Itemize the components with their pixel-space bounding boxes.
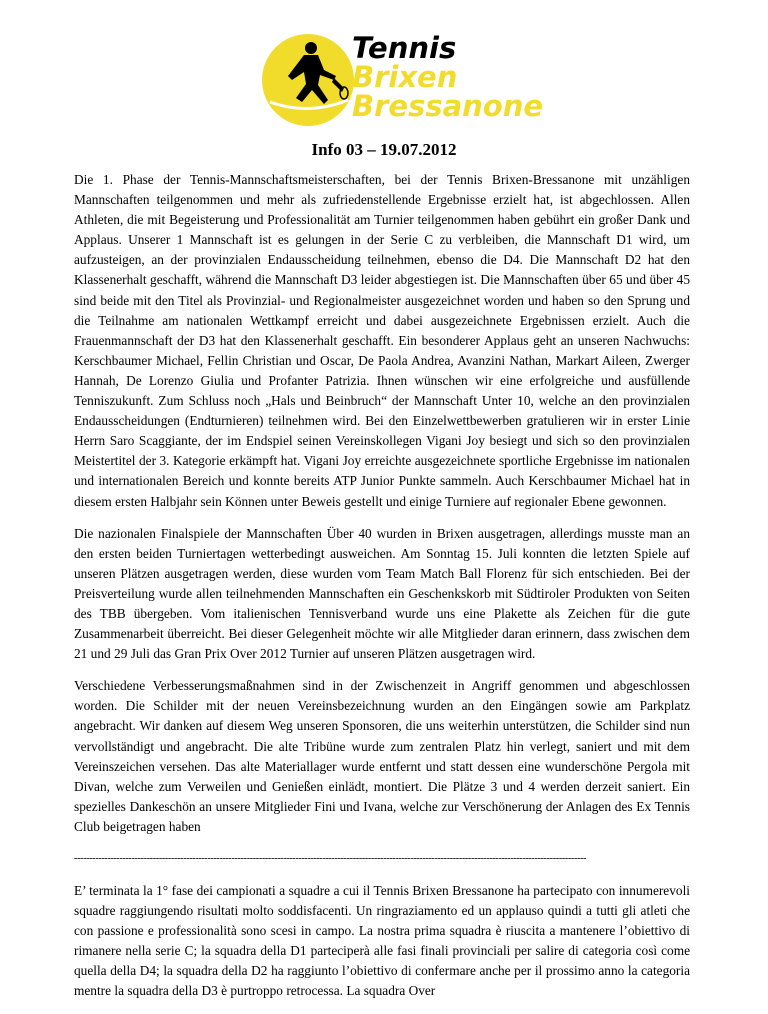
section-separator: -------------------------------------------------------------------------------------------------------------------------------------------------------------------------: [74, 853, 587, 864]
paragraph-3: Verschiedene Verbesserungsmaßnahmen sind in der Zwischenzeit in Angriff genommen und abgeschlossen worden. Die Schilder mit der neuen Vereinsbezeichnung wurden an den Eingängen sowie am Parkplatz angebracht. Wir danken auf diesem Weg unseren Sponsoren, die uns weiterhin unterstützen, die Schilder sind nun vervollständigt und angebracht. Die alte Tribüne wurde zum zentralen Platz hin verlegt, saniert und mit dem Vereinszeichen versehen. Das alte Materiallager wurde entfernt und statt dessen eine wunderschöne Pergola mit Divan, welche zum Verweilen und Genießen einlädt, montiert. Die Plätze 3 und 4 werden derzeit saniert. Ein spezielles Dankeschön an unsere Mitglieder Fini und Ivana, welche zur Verschönerung der Anlagen des Ex Tennis Club beigetragen haben: [74, 678, 690, 834]
logo-line-2: Brixen: [352, 60, 458, 94]
paragraph-2: Die nazionalen Finalspiele der Mannschaften Über 40 wurden in Brixen ausgetragen, allerdings musste man an den ersten beiden Turniertagen wetterbedingt ausweichen. Am Sonntag 15. Juli konnten die letzten Spiele auf unseren Plätzen ausgetragen werden, diese wurden vom Team Match Ball Florenz für sich entschieden. Bei der Preisverteilung wurde allen teilnehmenden Mannschaften ein Geschenkskorb mit Südtiroler Produkten von Seiten des TBB übergeben. Vom italienischen Tennisverband wurde uns eine Plakette als Zeichen für die gute Zusammenarbeit überreicht. Bei dieser Gelegenheit möchte wir alle Mitglieder daran erinnern, dass zwischen dem 21 und 29 Juli das Gran Prix Over 2012 Turnier auf unseren Plätzen ausgetragen wird.: [74, 525, 690, 662]
logo-line-3: Bressanone: [352, 89, 544, 123]
document-body: [74, 170, 690, 1014]
italian-paragraph: E’ terminata la 1° fase dei campionati a squadre a cui il Tennis Brixen Bressanone ha partecipato con innumerevoli squadre raggiungendo risultati molto soddisfacenti. Un ringraziamento ed un applauso quindi a tutti gli atleti che con passione e professionalità sono scesi in campo. La nostra prima squadra è riuscita a mantenere l’obiettivo di rimanere nella serie C; la squadra della D1 parteciperà alle fasi finali provinciali per salire di categoria così come quella della D4; la squadra della D2 ha raggiunto l’obiettivo di confermare anche per il prossimo anno la categoria mentre la squadra della D3 è purtroppo retrocessa. La squadra Over: [74, 883, 690, 999]
paragraph-1: Die 1. Phase der Tennis-Mannschaftsmeisterschaften, bei der Tennis Brixen-Bressanone mit unzähligen Mannschaften teilgenommen und mehr als zufriedenstellende Ergebnisse erzielt hat, ist abgechlossen. Allen Athleten, die mit Begeisterung und Professionalität am Turnier teilgenommen haben gebührt ein großer Dank und Applaus. Unserer 1 Mannschaft ist es gelungen in der Serie C zu verbleiben, die Mannschaft D1 wird, um aufzusteigen, an der provinzialen Endausscheidung teilnehmen, ebenso die D4. Die Mannschaft D2 hat den Klassenerhalt geschafft, während die Mannschaft D3 leider abgestiegen ist. Die Mannschaften über 65 und über 45 sind beide mit den Titel als Provinzial- und Regionalmeister ausgezeichnet worden und haben so den Sprung und die Teilnahme am nationalen Wettkampf erreicht und dabei ausgezeichnete Ergebnissen erzielt. Auch die Frauenmannschaft der D3 hat den Klassenerhalt geschafft. Ein besonderer Applaus geht an unseren Nachwuchs: Kerschbaumer Michael, Fellin Christian und Oscar, De Paola Andrea, Avanzini Nathan, Markart Aileen, Zwerger Hannah, De Lorenzo Giulia und Profanter Patrizia. Ihnen wünschen wir eine erfolgreiche und ausfüllende Tenniszukunft. Zum Schluss noch „Hals und Beinbruch“ der Mannschaft Unter 10, welche an den provinzialen Endausscheidungen (Endturnieren) teilnehmen wird. Bei den Einzelwettbewerben gratulieren wir in erster Linie Herrn Saro Scaggiante, der im Endspiel seinen Vereinskollegen Vigani Joy besiegt und sich so den provinzialen Meistertitel der 3. Kategorie erkämpft hat. Vigani Joy erreichte ausgezeichnete sportliche Ergebnisse im nationalen und internationalen Bereich und konnte bereits ATP Junior Punkte sammeln. Auch Kerschbaumer Michael hat in diesem ersten Halbjahr sein Können unter Beweis gestellt und einige Turniere auf regionaler Ebene gewonnen.: [74, 172, 690, 509]
tennis-player-icon: [258, 30, 358, 130]
logo-wordmark: [352, 31, 544, 123]
tennis-club-logo: [258, 30, 544, 130]
logo-line-1: Tennis: [352, 31, 457, 65]
document-title: Info 03 – 19.07.2012: [311, 140, 457, 159]
